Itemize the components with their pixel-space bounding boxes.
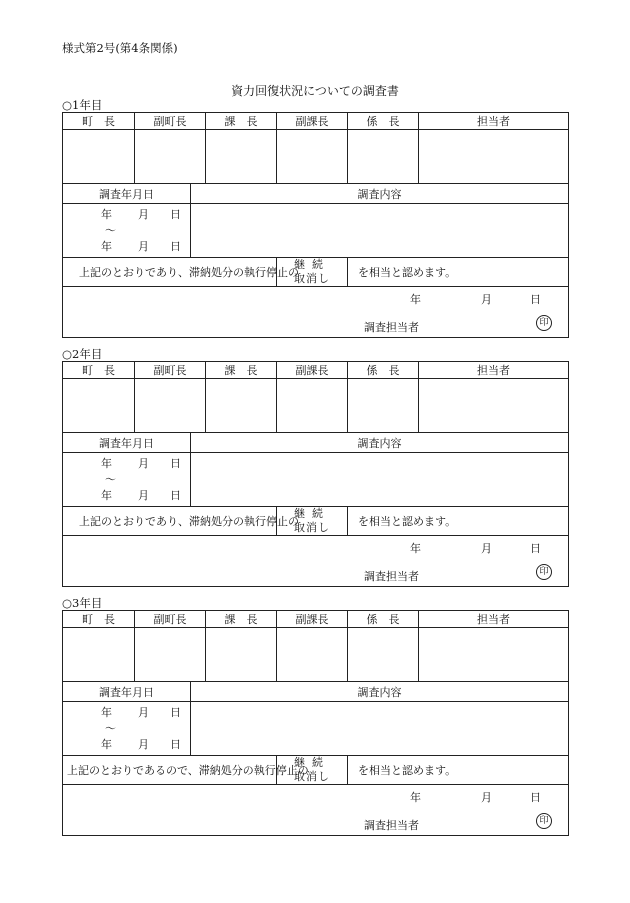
conclusion-text: を相当と認めます。 (348, 507, 569, 536)
stamp-box-mayor[interactable] (63, 379, 135, 433)
continue-cancel-option[interactable]: 継続 取消し (277, 507, 348, 536)
document-title: 資力回復状況についての調査書 (231, 84, 399, 98)
header-deputy-mayor: 副町長 (135, 362, 206, 379)
header-section-chief: 課 長 (206, 362, 277, 379)
investigator-label: 調査担当者 (364, 321, 419, 334)
stamp-box-subsection-chief[interactable] (348, 379, 419, 433)
survey-date-header: 調査年月日 (63, 433, 191, 453)
stamp-box-subsection-chief[interactable] (348, 130, 419, 184)
header-person-in-charge: 担当者 (419, 113, 569, 130)
header-deputy-mayor: 副町長 (135, 113, 206, 130)
stamp-box-deputy-mayor[interactable] (135, 130, 206, 184)
header-section-chief: 課 長 (206, 611, 277, 628)
header-mayor: 町 長 (63, 611, 135, 628)
stamp-box-mayor[interactable] (63, 628, 135, 682)
statement-text: 上記のとおりであるので、滞納処分の執行停止の (63, 756, 277, 785)
stamp-box-mayor[interactable] (63, 130, 135, 184)
stamp-box-deputy-chief[interactable] (277, 379, 348, 433)
seal-icon: 印 (536, 564, 552, 580)
year-label: ○3年目 (62, 596, 103, 610)
signature-row[interactable]: 年 月 日 調査担当者 印 (63, 785, 569, 836)
header-subsection-chief: 係 長 (348, 113, 419, 130)
survey-content-field[interactable] (191, 204, 569, 258)
stamp-box-section-chief[interactable] (206, 130, 277, 184)
stamp-box-section-chief[interactable] (206, 628, 277, 682)
header-mayor: 町 長 (63, 362, 135, 379)
seal-icon: 印 (536, 315, 552, 331)
header-subsection-chief: 係 長 (348, 611, 419, 628)
stamp-box-deputy-chief[interactable] (277, 130, 348, 184)
signature-row[interactable]: 年 月 日 調査担当者 印 (63, 536, 569, 587)
year-label: ○1年目 (62, 98, 103, 112)
survey-content-header: 調査内容 (191, 682, 569, 702)
signature-row[interactable]: 年 月 日 調査担当者 印 (63, 287, 569, 338)
header-deputy-mayor: 副町長 (135, 611, 206, 628)
stamp-box-subsection-chief[interactable] (348, 628, 419, 682)
survey-date-range[interactable]: 年 月 日 〜 年 月 日 (63, 453, 191, 507)
stamp-box-deputy-mayor[interactable] (135, 628, 206, 682)
stamp-box-deputy-chief[interactable] (277, 628, 348, 682)
form-number: 様式第2号(第4条関係) (62, 41, 178, 55)
header-deputy-chief: 副課長 (277, 113, 348, 130)
header-section-chief: 課 長 (206, 113, 277, 130)
survey-date-header: 調査年月日 (63, 184, 191, 204)
header-person-in-charge: 担当者 (419, 362, 569, 379)
stamp-box-person-in-charge[interactable] (419, 628, 569, 682)
conclusion-text: を相当と認めます。 (348, 756, 569, 785)
stamp-box-section-chief[interactable] (206, 379, 277, 433)
continue-cancel-option[interactable]: 継続 取消し (277, 258, 348, 287)
survey-date-range[interactable]: 年 月 日 〜 年 月 日 (63, 702, 191, 756)
header-mayor: 町 長 (63, 113, 135, 130)
survey-table (62, 112, 569, 338)
investigator-label: 調査担当者 (364, 819, 419, 832)
statement-text: 上記のとおりであり、滞納処分の執行停止の (63, 507, 277, 536)
continue-cancel-option[interactable]: 継続 取消し (277, 756, 348, 785)
survey-table (62, 610, 569, 836)
survey-date-range[interactable]: 年 月 日 〜 年 月 日 (63, 204, 191, 258)
survey-content-field[interactable] (191, 453, 569, 507)
survey-date-header: 調査年月日 (63, 682, 191, 702)
statement-text: 上記のとおりであり、滞納処分の執行停止の (63, 258, 277, 287)
header-deputy-chief: 副課長 (277, 611, 348, 628)
header-deputy-chief: 副課長 (277, 362, 348, 379)
survey-content-header: 調査内容 (191, 184, 569, 204)
seal-icon: 印 (536, 813, 552, 829)
header-person-in-charge: 担当者 (419, 611, 569, 628)
stamp-box-deputy-mayor[interactable] (135, 379, 206, 433)
year-label: ○2年目 (62, 347, 103, 361)
investigator-label: 調査担当者 (364, 570, 419, 583)
stamp-box-person-in-charge[interactable] (419, 379, 569, 433)
survey-table (62, 361, 569, 587)
stamp-box-person-in-charge[interactable] (419, 130, 569, 184)
conclusion-text: を相当と認めます。 (348, 258, 569, 287)
survey-content-header: 調査内容 (191, 433, 569, 453)
survey-content-field[interactable] (191, 702, 569, 756)
header-subsection-chief: 係 長 (348, 362, 419, 379)
